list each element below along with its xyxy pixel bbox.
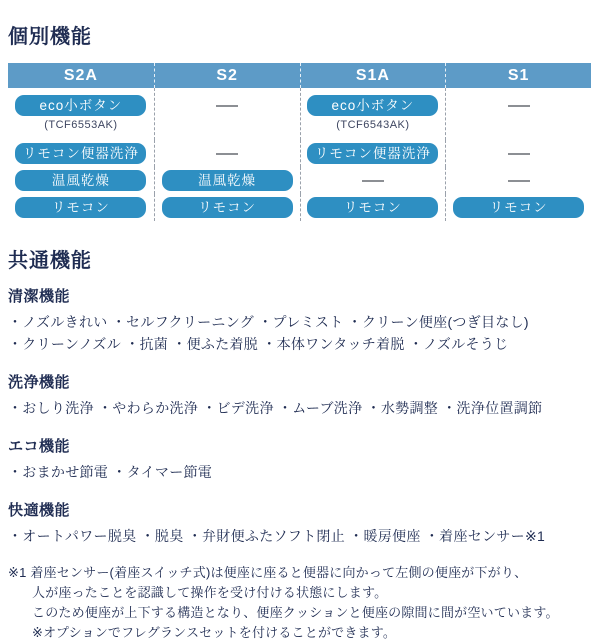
- table-cell: [8, 194, 154, 221]
- section-heading: エコ機能: [8, 438, 71, 455]
- footnote-line: ※オプションでフレグランスセットを付けることができます。: [32, 625, 397, 640]
- table-cell: [154, 194, 300, 221]
- cell-slot: [446, 95, 591, 116]
- section-heading: 清潔機能: [8, 288, 71, 305]
- table-header: [8, 63, 591, 88]
- no-feature-dash: [216, 153, 238, 155]
- feature-line: ・おまかせ節電 ・タイマー節電: [8, 464, 213, 480]
- table-cell: [154, 167, 300, 194]
- feature-pill: リモコン便器洗浄: [307, 143, 438, 164]
- table-cell: [445, 194, 591, 221]
- feature-pill: 温風乾燥: [162, 170, 293, 191]
- column-header-s2a: S2A: [63, 66, 98, 84]
- table-cell: [445, 140, 591, 167]
- column-header-s2: S2: [154, 63, 300, 88]
- cell-slot: [8, 197, 154, 218]
- model-number: (TCF6543AK): [336, 119, 410, 131]
- no-feature-dash: [508, 153, 530, 155]
- section-heading: 快適機能: [8, 502, 71, 519]
- cell-slot: [301, 197, 446, 218]
- footnote-line: ※1 着座センサー(着座スイッチ式)は便座に座ると便器に向かって左側の便座が下がり、: [8, 565, 528, 580]
- cell-slot: [446, 197, 591, 218]
- column-header-s1: S1: [445, 63, 591, 88]
- cell-slot: [301, 170, 446, 191]
- table-cell: [8, 167, 154, 194]
- no-feature-dash: [216, 105, 238, 107]
- feature-pill: eco小ボタン: [307, 95, 438, 116]
- feature-pill: リモコン便器洗浄: [15, 143, 146, 164]
- cell-slot: [8, 170, 154, 191]
- feature-section: [8, 285, 592, 355]
- page-title-individual: 個別機能: [8, 26, 92, 48]
- cell-slot: [8, 143, 154, 164]
- table-row: [8, 167, 591, 194]
- model-feature-table: [8, 63, 591, 221]
- table-cell: [8, 88, 154, 140]
- feature-pill: 温風乾燥: [15, 170, 146, 191]
- table-cell: [300, 140, 446, 167]
- cell-slot: [155, 170, 300, 191]
- cell-slot: [8, 95, 154, 116]
- cell-slot: [301, 95, 446, 116]
- cell-slot: [155, 95, 300, 116]
- feature-pill: eco小ボタン: [15, 95, 146, 116]
- feature-line: ・おしり洗浄 ・やわらか洗浄 ・ビデ洗浄 ・ムーブ洗浄 ・水勢調整 ・洗浄位置調節: [8, 400, 543, 416]
- table-cell: [8, 140, 154, 167]
- cell-slot: [301, 143, 446, 164]
- feature-section: [8, 499, 592, 547]
- table-body: [8, 88, 591, 221]
- feature-pill: リモコン: [15, 197, 146, 218]
- table-row: [8, 88, 591, 140]
- footnote: [8, 563, 592, 643]
- feature-line: ・オートパワー脱臭 ・脱臭 ・弁財便ふたソフト閉止 ・暖房便座 ・着座センサー※1: [8, 528, 546, 544]
- cell-slot: [155, 197, 300, 218]
- model-number: (TCF6553AK): [44, 119, 118, 131]
- cell-slot: [446, 170, 591, 191]
- table-cell: [154, 140, 300, 167]
- feature-pill: リモコン: [307, 197, 438, 218]
- table-cell: [300, 167, 446, 194]
- feature-pill: リモコン: [162, 197, 293, 218]
- page-title-common: 共通機能: [8, 250, 92, 272]
- no-feature-dash: [362, 180, 384, 182]
- feature-line: ・ノズルきれい ・セルフクリーニング ・プレミスト ・クリーン便座(つぎ目なし): [8, 314, 529, 330]
- no-feature-dash: [508, 105, 530, 107]
- cell-slot: [155, 143, 300, 164]
- feature-section: [8, 371, 592, 419]
- common-features-sections: [8, 285, 592, 547]
- footnote-line: このため便座が上下する構造となり、便座クッションと便座の隙間に間が空いています。: [32, 605, 559, 620]
- table-cell: [300, 88, 446, 140]
- table-row: [8, 140, 591, 167]
- feature-section: [8, 435, 592, 483]
- feature-pill: リモコン: [453, 197, 584, 218]
- table-row: [8, 194, 591, 221]
- section-heading: 洗浄機能: [8, 374, 71, 391]
- table-cell: [154, 88, 300, 140]
- table-cell: [300, 194, 446, 221]
- column-header-s1a: S1A: [300, 63, 446, 88]
- table-cell: [445, 167, 591, 194]
- no-feature-dash: [508, 180, 530, 182]
- footnote-line: 人が座ったことを認識して操作を受け付ける状態にします。: [32, 585, 388, 600]
- feature-line: ・クリーンノズル ・抗菌 ・便ふた着脱 ・本体ワンタッチ着脱 ・ノズルそうじ: [8, 336, 509, 352]
- cell-slot: [446, 143, 591, 164]
- table-cell: [445, 88, 591, 140]
